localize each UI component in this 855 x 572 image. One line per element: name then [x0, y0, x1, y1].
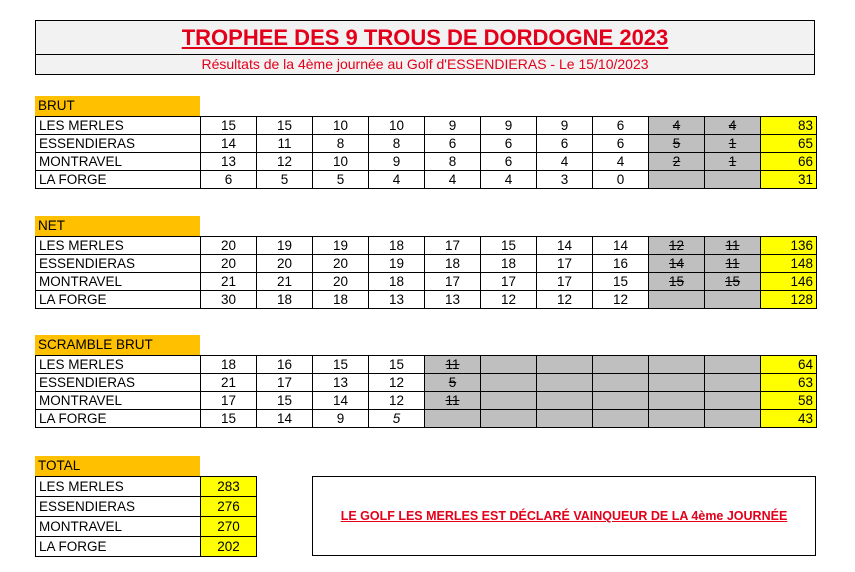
score-cell: 5 — [313, 171, 369, 189]
score-cell: 4 — [593, 153, 649, 171]
discarded-score-cell: 14 — [649, 255, 705, 273]
grand-total-cell: 202 — [201, 537, 257, 557]
score-cell: 5 — [257, 171, 313, 189]
section-label-net: NET — [35, 216, 200, 236]
score-cell: 0 — [593, 171, 649, 189]
empty-score-cell — [537, 392, 593, 410]
empty-score-cell — [481, 392, 537, 410]
score-cell: 19 — [369, 255, 425, 273]
table-total — [35, 476, 257, 557]
total-score-cell: 65 — [761, 135, 817, 153]
discarded-score-cell: 11 — [425, 392, 481, 410]
total-score-cell: 148 — [761, 255, 817, 273]
score-cell: 13 — [425, 291, 481, 309]
table-row-montravel — [36, 153, 817, 171]
club-name: LES MERLES — [36, 356, 201, 374]
total-score-cell: 64 — [761, 356, 817, 374]
score-cell: 15 — [593, 273, 649, 291]
club-name: LES MERLES — [36, 477, 201, 497]
club-name: MONTRAVEL — [36, 153, 201, 171]
empty-score-cell — [593, 374, 649, 392]
total-row-essendieras — [36, 497, 257, 517]
score-cell: 9 — [313, 410, 369, 428]
score-cell: 6 — [593, 117, 649, 135]
page-title: TROPHEE DES 9 TROUS DE DORDOGNE 2023 — [36, 21, 814, 55]
score-cell: 18 — [257, 291, 313, 309]
score-cell: 17 — [425, 237, 481, 255]
score-cell: 12 — [369, 392, 425, 410]
score-cell: 3 — [537, 171, 593, 189]
empty-score-cell — [649, 410, 705, 428]
score-cell: 14 — [313, 392, 369, 410]
empty-score-cell — [649, 374, 705, 392]
table-row-la-forge — [36, 291, 817, 309]
discarded-score-cell: 15 — [705, 273, 761, 291]
empty-score-cell — [705, 410, 761, 428]
total-score-cell: 43 — [761, 410, 817, 428]
score-cell: 14 — [537, 237, 593, 255]
discarded-score-cell: 15 — [649, 273, 705, 291]
score-cell: 16 — [593, 255, 649, 273]
page-header — [35, 20, 815, 75]
table-row-les-merles — [36, 356, 817, 374]
score-cell: 9 — [481, 117, 537, 135]
table-scramble-brut — [35, 355, 817, 428]
score-cell: 18 — [425, 255, 481, 273]
score-cell: 6 — [481, 153, 537, 171]
empty-score-cell — [593, 356, 649, 374]
score-cell: 15 — [201, 117, 257, 135]
total-score-cell: 146 — [761, 273, 817, 291]
score-cell: 10 — [313, 153, 369, 171]
score-cell: 20 — [313, 255, 369, 273]
table-row-essendieras — [36, 135, 817, 153]
discarded-score-cell: 4 — [705, 117, 761, 135]
total-row-les-merles — [36, 477, 257, 497]
section-label-brut: BRUT — [35, 96, 200, 116]
score-cell: 20 — [201, 255, 257, 273]
score-cell: 14 — [593, 237, 649, 255]
score-cell: 6 — [201, 171, 257, 189]
empty-score-cell — [705, 291, 761, 309]
club-name: ESSENDIERAS — [36, 374, 201, 392]
score-cell: 18 — [369, 273, 425, 291]
table-row-essendieras — [36, 374, 817, 392]
score-cell: 9 — [425, 117, 481, 135]
section-label-total: TOTAL — [35, 456, 200, 476]
club-name: LA FORGE — [36, 171, 201, 189]
winner-announcement-box — [312, 476, 816, 556]
club-name: MONTRAVEL — [36, 273, 201, 291]
total-score-cell: 128 — [761, 291, 817, 309]
discarded-score-cell: 5 — [649, 135, 705, 153]
score-cell: 16 — [257, 356, 313, 374]
score-cell: 12 — [257, 153, 313, 171]
score-cell: 6 — [537, 135, 593, 153]
total-score-cell: 31 — [761, 171, 817, 189]
score-cell: 18 — [369, 237, 425, 255]
empty-score-cell — [705, 356, 761, 374]
empty-score-cell — [481, 356, 537, 374]
score-cell: 21 — [257, 273, 313, 291]
total-row-la-forge — [36, 537, 257, 557]
score-cell: 19 — [313, 237, 369, 255]
score-cell: 4 — [481, 171, 537, 189]
score-cell: 15 — [257, 392, 313, 410]
table-row-les-merles — [36, 117, 817, 135]
club-name: LES MERLES — [36, 237, 201, 255]
discarded-score-cell: 11 — [705, 255, 761, 273]
empty-score-cell — [705, 392, 761, 410]
score-cell: 4 — [425, 171, 481, 189]
score-cell: 8 — [313, 135, 369, 153]
score-cell: 10 — [313, 117, 369, 135]
section-label-scramble-brut: SCRAMBLE BRUT — [35, 335, 200, 355]
total-score-cell: 58 — [761, 392, 817, 410]
score-cell: 15 — [481, 237, 537, 255]
score-cell: 13 — [201, 153, 257, 171]
empty-score-cell — [649, 171, 705, 189]
score-cell: 14 — [257, 410, 313, 428]
grand-total-cell: 283 — [201, 477, 257, 497]
table-row-montravel — [36, 392, 817, 410]
empty-score-cell — [649, 291, 705, 309]
score-cell: 15 — [369, 356, 425, 374]
club-name: MONTRAVEL — [36, 392, 201, 410]
score-cell: 5 — [369, 410, 425, 428]
club-name: LA FORGE — [36, 291, 201, 309]
empty-score-cell — [537, 356, 593, 374]
discarded-score-cell: 1 — [705, 135, 761, 153]
table-row-montravel — [36, 273, 817, 291]
score-cell: 14 — [201, 135, 257, 153]
score-cell: 17 — [201, 392, 257, 410]
score-cell: 17 — [537, 255, 593, 273]
total-score-cell: 66 — [761, 153, 817, 171]
score-cell: 12 — [369, 374, 425, 392]
score-cell: 19 — [257, 237, 313, 255]
score-cell: 18 — [313, 291, 369, 309]
score-cell: 4 — [537, 153, 593, 171]
club-name: LES MERLES — [36, 117, 201, 135]
score-cell: 12 — [537, 291, 593, 309]
score-cell: 20 — [257, 255, 313, 273]
table-row-essendieras — [36, 255, 817, 273]
empty-score-cell — [537, 374, 593, 392]
discarded-score-cell: 1 — [705, 153, 761, 171]
score-cell: 13 — [369, 291, 425, 309]
score-cell: 10 — [369, 117, 425, 135]
discarded-score-cell: 2 — [649, 153, 705, 171]
empty-score-cell — [481, 374, 537, 392]
table-brut — [35, 116, 817, 189]
empty-score-cell — [537, 410, 593, 428]
table-row-les-merles — [36, 237, 817, 255]
discarded-score-cell: 11 — [705, 237, 761, 255]
score-cell: 30 — [201, 291, 257, 309]
score-cell: 17 — [257, 374, 313, 392]
club-name: ESSENDIERAS — [36, 497, 201, 517]
score-cell: 9 — [537, 117, 593, 135]
empty-score-cell — [705, 374, 761, 392]
discarded-score-cell: 12 — [649, 237, 705, 255]
score-cell: 17 — [425, 273, 481, 291]
grand-total-cell: 270 — [201, 517, 257, 537]
club-name: ESSENDIERAS — [36, 135, 201, 153]
empty-score-cell — [425, 410, 481, 428]
club-name: LA FORGE — [36, 410, 201, 428]
score-cell: 15 — [313, 356, 369, 374]
score-cell: 13 — [313, 374, 369, 392]
club-name: LA FORGE — [36, 537, 201, 557]
discarded-score-cell: 4 — [649, 117, 705, 135]
table-row-la-forge — [36, 171, 817, 189]
empty-score-cell — [649, 356, 705, 374]
discarded-score-cell: 11 — [425, 356, 481, 374]
table-row-la-forge — [36, 410, 817, 428]
score-cell: 21 — [201, 273, 257, 291]
grand-total-cell: 276 — [201, 497, 257, 517]
discarded-score-cell: 5 — [425, 374, 481, 392]
total-score-cell: 136 — [761, 237, 817, 255]
empty-score-cell — [593, 392, 649, 410]
score-cell: 12 — [481, 291, 537, 309]
score-cell: 11 — [257, 135, 313, 153]
table-net — [35, 236, 817, 309]
club-name: MONTRAVEL — [36, 517, 201, 537]
total-row-montravel — [36, 517, 257, 537]
empty-score-cell — [705, 171, 761, 189]
page-subtitle: Résultats de la 4ème journée au Golf d'ESSENDIERAS - Le 15/10/2023 — [201, 56, 649, 72]
score-cell: 17 — [481, 273, 537, 291]
club-name: ESSENDIERAS — [36, 255, 201, 273]
score-cell: 18 — [201, 356, 257, 374]
score-cell: 15 — [257, 117, 313, 135]
total-score-cell: 63 — [761, 374, 817, 392]
score-cell: 18 — [481, 255, 537, 273]
score-cell: 8 — [425, 153, 481, 171]
empty-score-cell — [481, 410, 537, 428]
score-cell: 6 — [481, 135, 537, 153]
score-cell: 6 — [593, 135, 649, 153]
total-score-cell: 83 — [761, 117, 817, 135]
score-cell: 20 — [201, 237, 257, 255]
score-cell: 20 — [313, 273, 369, 291]
empty-score-cell — [593, 410, 649, 428]
score-cell: 15 — [201, 410, 257, 428]
score-cell: 12 — [593, 291, 649, 309]
score-cell: 8 — [369, 135, 425, 153]
score-cell: 6 — [425, 135, 481, 153]
score-cell: 4 — [369, 171, 425, 189]
score-cell: 21 — [201, 374, 257, 392]
score-cell: 17 — [537, 273, 593, 291]
empty-score-cell — [649, 392, 705, 410]
score-cell: 9 — [369, 153, 425, 171]
winner-announcement: LE GOLF LES MERLES EST DÉCLARÉ VAINQUEUR DE LA 4ème JOURNÉE — [340, 509, 788, 523]
